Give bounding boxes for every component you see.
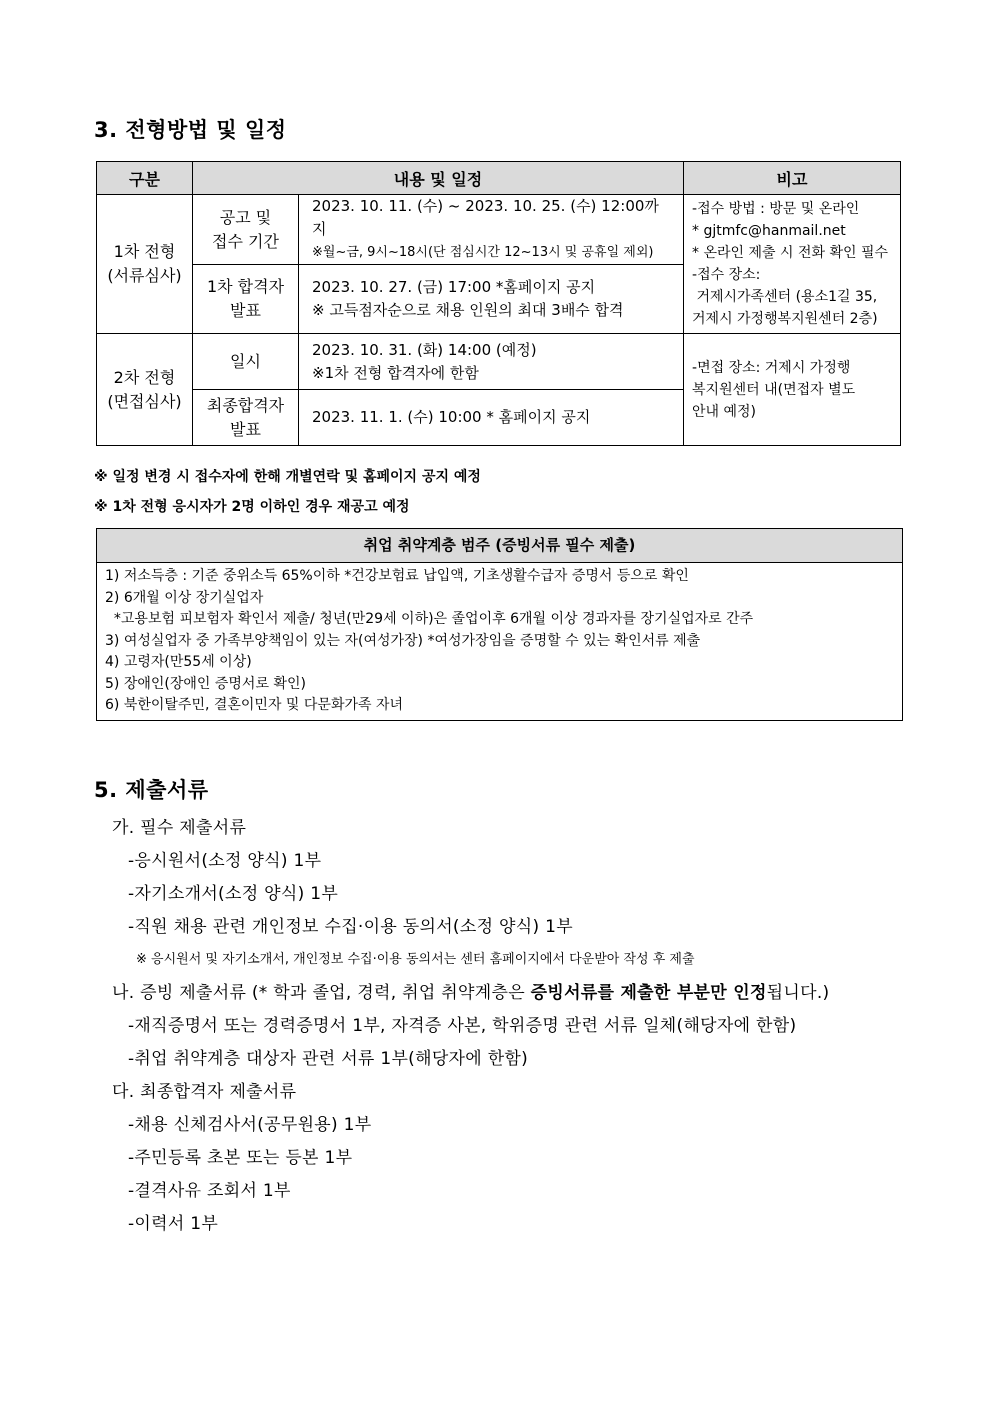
remark-line: 거제시 가정행복지원센터 2층)	[692, 311, 878, 327]
stage1-row1-detail	[299, 195, 684, 265]
label-line: 1차 합격자	[206, 277, 285, 296]
header-category: 구분	[97, 162, 193, 195]
detail-line: ※ 고득점자순으로 채용 인원의 최대 3배수 합격	[312, 301, 624, 319]
list-item: -채용 신체검사서(공무원용) 1부	[128, 1115, 372, 1135]
list-item: -응시원서(소정 양식) 1부	[128, 851, 322, 871]
list-item: -직원 채용 관련 개인정보 수집·이용 동의서(소정 양식) 1부	[128, 917, 573, 937]
stage2-name-line1: 2차 전형	[113, 367, 176, 387]
header-remarks: 비고	[684, 162, 901, 195]
table-row	[97, 334, 901, 390]
list-item: -이력서 1부	[128, 1214, 219, 1234]
label-line: 접수 기간	[212, 231, 279, 251]
list-item: 5) 장애인(장애인 증명서로 확인)	[105, 675, 306, 692]
stage1-name-line2: (서류심사)	[107, 266, 182, 285]
stage2-remarks	[684, 334, 901, 446]
stage1-name	[97, 195, 193, 334]
label-line: 최종합격자	[206, 395, 285, 415]
stage2-name	[97, 334, 193, 446]
required-docs-note: ※ 응시원서 및 자기소개서, 개인정보 수집·이용 동의서는 센터 홈페이지에서 다운받아 작성 후 제출	[136, 952, 695, 967]
detail-line: 2023. 10. 11. (수) ~ 2023. 10. 25. (수) 12:00까지	[312, 197, 659, 238]
required-docs-heading: 가. 필수 제출서류	[112, 818, 247, 838]
evidence-heading-text: 됩니다.)	[766, 983, 830, 1003]
remark-line: 안내 예정)	[692, 403, 757, 420]
evidence-heading-bold: 증빙서류를 제출한 부분만 인정	[530, 983, 767, 1003]
evidence-heading-text: 나. 증빙 제출서류 (* 학과 졸업, 경력, 취업 취약계층은	[112, 983, 531, 1003]
stage1-row2-detail	[299, 265, 684, 334]
stage2-row2-label	[193, 390, 299, 446]
schedule-header-row	[97, 162, 901, 195]
remark-line: * 온라인 제출 시 전화 확인 필수	[692, 245, 889, 261]
stage2-row1-label: 일시	[193, 334, 299, 390]
stage2-row2-detail: 2023. 11. 1. (수) 10:00 * 홈페이지 공지	[299, 390, 684, 446]
remark-line: -접수 방법 : 방문 및 온라인	[692, 201, 860, 217]
stage1-remarks	[684, 195, 901, 334]
list-item: -재직증명서 또는 경력증명서 1부, 자격증 사본, 학위증명 관련 서류 일체(해당자에 한함)	[128, 1016, 797, 1036]
list-item: -자기소개서(소정 양식) 1부	[128, 884, 339, 904]
label-line: 공고 및	[219, 207, 272, 227]
schedule-note-2: ※ 1차 전형 응시자가 2명 이하인 경우 재공고 예정	[94, 499, 410, 515]
table-row	[97, 195, 901, 265]
detail-line: ※1차 전형 합격자에 한함	[312, 363, 479, 382]
remark-line: 거제시가족센터 (용소1길 35,	[692, 289, 878, 305]
detail-line: 2023. 10. 27. (금) 17:00 *홈페이지 공지	[312, 278, 596, 296]
vulnerable-title: 취업 취약계층 범주 (증빙서류 필수 제출)	[97, 529, 902, 563]
label-line: 발표	[230, 419, 261, 439]
list-item: -결격사유 조회서 1부	[128, 1181, 291, 1201]
section3-title: 3. 전형방법 및 일정	[94, 118, 287, 142]
stage1-row2-label	[193, 265, 299, 334]
schedule-note-1: ※ 일정 변경 시 접수자에 한해 개별연락 및 홈페이지 공지 예정	[94, 469, 481, 485]
label-line: 발표	[230, 301, 261, 320]
header-content: 내용 및 일정	[193, 162, 684, 195]
stage2-name-line2: (면접심사)	[107, 391, 182, 411]
schedule-table	[96, 161, 901, 446]
vulnerable-box	[96, 528, 903, 721]
section5-title: 5. 제출서류	[94, 778, 209, 802]
detail-line: ※월~금, 9시~18시(단 점심시간 12~13시 및 공휴일 제외)	[312, 245, 654, 260]
stage2-row1-detail	[299, 334, 684, 390]
list-item: -주민등록 초본 또는 등본 1부	[128, 1148, 353, 1168]
vulnerable-list	[97, 563, 902, 720]
list-item: 6) 북한이탈주민, 결혼이민자 및 다문화가족 자녀	[105, 697, 404, 713]
stage1-row1-label	[193, 195, 299, 265]
remark-line: 복지원센터 내(면접자 별도	[692, 381, 856, 398]
list-item: 4) 고령자(만55세 이상)	[105, 654, 252, 670]
list-item: 2) 6개월 이상 장기실업자	[105, 589, 264, 606]
list-item: *고용보험 피보험자 확인서 제출/ 청년(만29세 이하)은 졸업이후 6개월 이상 경과자를 장기실업자로 간주	[105, 611, 754, 627]
evidence-docs-heading	[112, 978, 829, 1003]
detail-line: 2023. 10. 31. (화) 14:00 (예정)	[312, 340, 537, 359]
remark-line: -접수 장소:	[692, 267, 761, 283]
list-item: -취업 취약계층 대상자 관련 서류 1부(해당자에 한함)	[128, 1049, 529, 1069]
list-item: 3) 여성실업자 중 가족부양책임이 있는 자(여성가장) *여성가장임을 증명할 수 있는 확인서류 제출	[105, 632, 701, 649]
final-docs-heading: 다. 최종합격자 제출서류	[112, 1082, 297, 1102]
stage1-name-line1: 1차 전형	[113, 242, 176, 261]
remark-line: * gjtmfc@hanmail.net	[692, 223, 846, 239]
list-item: 1) 저소득층 : 기준 중위소득 65%이하 *건강보험료 납입액, 기초생활수급자 증명서 등으로 확인	[105, 568, 689, 584]
remark-line: -면접 장소: 거제시 가정행	[692, 359, 851, 376]
